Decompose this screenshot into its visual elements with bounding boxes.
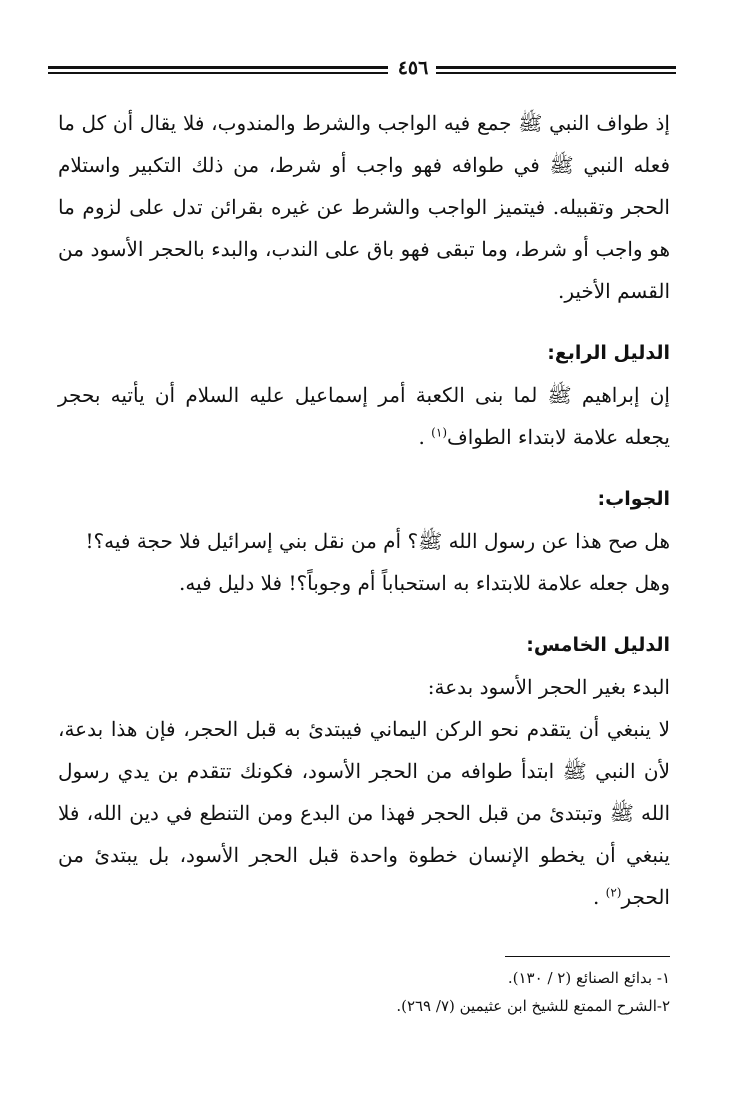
footnote-ref-2: (٢): [605, 885, 622, 900]
footnote-ref-1: (١): [431, 425, 447, 440]
section-heading-fourth-evidence: الدليل الرابع:: [547, 342, 670, 364]
footnote-2: ٢-الشرح الممتع للشيخ ابن عثيمين (٧/ ٢٦٩).: [396, 997, 670, 1015]
paragraph: [58, 708, 670, 918]
section-heading-fifth-evidence: الدليل الخامس:: [526, 634, 670, 656]
header-rule-right: [436, 66, 676, 69]
paragraph: [58, 374, 670, 458]
paragraph-end: .: [592, 885, 600, 909]
header-rule-left: [48, 66, 388, 69]
page-body: [58, 102, 670, 918]
paragraph-end: .: [418, 425, 425, 449]
page-header: [48, 57, 676, 82]
page-number: ٤٥٦: [397, 57, 429, 79]
header-rule-left-thin: [48, 72, 388, 74]
paragraph: وهل جعله علامة للابتداء به استحباباً أم وجوباً؟! فلا دليل فيه.: [179, 571, 670, 595]
header-rule-right-thin: [436, 72, 676, 74]
section-heading-answer: الجواب:: [597, 488, 670, 510]
paragraph-text: إن إبراهيم ﷺ لما بنى الكعبة أمر إسماعيل عليه السلام أن يأتيه بحجر يجعله علامة لابتداء الطواف: [58, 383, 670, 449]
paragraph: البدء بغير الحجر الأسود بدعة:: [427, 675, 670, 699]
paragraph: هل صح هذا عن رسول الله ﷺ؟ أم من نقل بني إسرائيل فلا حجة فيه؟!: [85, 529, 670, 553]
footnotes: [58, 964, 670, 1020]
paragraph-text: لا ينبغي أن يتقدم نحو الركن اليماني فيبتدئ به قبل الحجر، فإن هذا بدعة، لأن النبي ﷺ ابتدأ طوافه من الحجر الأسود، فكونك تتقدم بن يدي رسول الله ﷺ وتبتدئ من قبل الحجر فهذا من البدع ومن التنطع في دين الله، فلا ينبغي أن يخطو الإنسان خطوة واحدة قبل الحجر الأسود، بل يبتدئ من الحجر: [58, 717, 671, 909]
footnote-divider: [505, 956, 670, 957]
paragraph: إذ طواف النبي ﷺ جمع فيه الواجب والشرط والمندوب، فلا يقال أن كل ما فعله النبي ﷺ في طوافه فهو واجب أو شرط، من ذلك التكبير واستلام الحجر وتقبيله. فيتميز الواجب والشرط عن غيره بقرائن تدل على لزوم ما هو واجب أو شرط، وما تبقى فهو باق على الندب، والبدء بالحجر الأسود من القسم الأخير.: [58, 111, 670, 303]
footnote-1: ١- بدائع الصنائع (٢ / ١٣٠).: [507, 969, 670, 987]
